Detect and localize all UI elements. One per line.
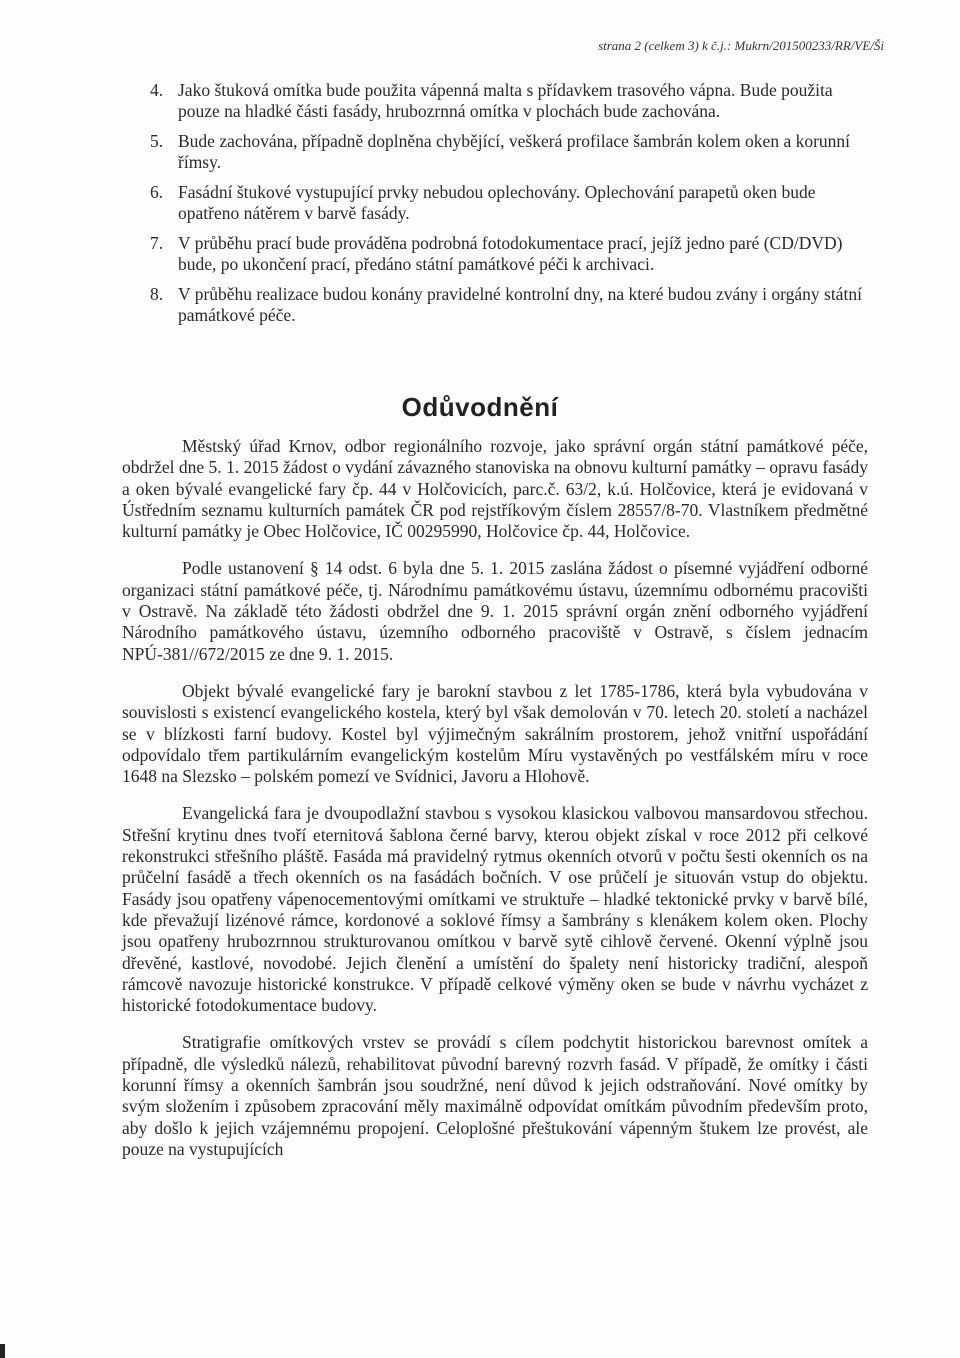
condition-text: Bude zachována, případně doplněna chybějící, veškerá profilace šambrán kolem oken a korunní římsy. [178, 131, 851, 172]
conditions-list [150, 80, 866, 335]
body-paragraph: Evangelická fara je dvoupodlažní stavbou s vysokou klasickou valbovou mansardovou střechou. Střešní krytinu dnes tvoří eternitová šablona černé barvy, kterou objekt získal v roce 2012 při celkové rekonstrukci střešního pláště. Fasáda má pravidelný rytmus okenních otvorů v počtu šesti okenních os na průčelní fasádě a třech okenních os na fasádách bočních. V ose průčelí je situován vstup do objektu. Fasády jsou opatřeny vápenocementovými omítkami ve struktuře – hladké tektonické prvky v barvě bílé, kde převažují lizénové rámce, kordonové a soklové římsy a šambrány s klenákem kolem oken. Plochy jsou opatřeny hrubozrnnou strukturovanou omítkou v barvě sytě cihlově červené. Okenní výplně jsou dřevěné, kastlové, novodobé. Jejich členění a umístění do špalety není historicky tradiční, alespoň rámcově navozuje historické konstrukce. V případě celkové výměny oken se bude v návrhu vycházet z historické fotodokumentace budovy. [122, 803, 868, 1016]
scan-edge-mark [0, 1344, 5, 1358]
body-paragraph: Městský úřad Krnov, odbor regionálního rozvoje, jako správní orgán státní památkové péče, obdržel dne 5. 1. 2015 žádost o vydání závazného stanoviska na obnovu kulturní památky – opravu fasády a oken bývalé evangelické fary čp. 44 v Holčovicích, parc.č. 63/2, k.ú. Holčovice, která je evidovaná v Ústředním seznamu kulturních památek ČR pod rejstříkovým číslem 28557/8-70. Vlastníkem předmětné kulturní památky je Obec Holčovice, IČ 00295990, Holčovice čp. 44, Holčovice. [122, 436, 868, 542]
condition-number: 5. [150, 131, 164, 151]
condition-number: 6. [150, 182, 164, 202]
body-paragraph: Podle ustanovení § 14 odst. 6 byla dne 5. 1. 2015 zaslána žádost o písemné vyjádření odborné organizaci státní památkové péče, tj. Národnímu památkovému ústavu, územnímu odbornému pracovišti v Ostravě. Na základě této žádosti obdržel dne 9. 1. 2015 správní orgán znění odborného vyjádření Národního památkového ústavu, územního odborného pracoviště v Ostravě, s číslem jednacím NPÚ-381//672/2015 ze dne 9. 1. 2015. [122, 558, 868, 664]
body-paragraph: Objekt bývalé evangelické fary je barokní stavbou z let 1785-1786, která byla vybudována v souvislosti s existencí evangelického kostela, který byl však demolován v 70. letech 20. století a nacházel se v blízkosti farní budovy. Kostel byl výjimečným sakrálním prostorem, jehož vnitřní uspořádání odpovídalo třem partikulárním evangelickým kostelům Míru vystavěných po vestfálském míru v roce 1648 na Slezsko – polském pomezí ve Svídnici, Javoru a Hlohově. [122, 680, 868, 787]
section-title: Odůvodnění [401, 392, 559, 422]
condition-item [150, 182, 866, 224]
page-header: strana 2 (celkem 3) k č.j.: Mukrn/201500233/RR/VE/Ši [598, 38, 884, 53]
condition-text: V průběhu prací bude prováděna podrobná fotodokumentace prací, jejíž jedno paré (CD/DVD) bude, po ukončení prací, předáno státní památkové péči k archivaci. [178, 233, 843, 274]
reasoning-body [122, 436, 868, 1176]
condition-number: 4. [150, 80, 164, 100]
condition-text: V průběhu realizace budou konány pravidelné kontrolní dny, na které budou zvány i orgány státní památkové péče. [178, 284, 862, 325]
condition-item [150, 284, 866, 326]
condition-item [150, 233, 866, 275]
condition-item [150, 131, 866, 173]
condition-number: 8. [150, 284, 164, 304]
condition-text: Jako štuková omítka bude použita vápenná malta s přídavkem trasového vápna. Bude použita pouze na hladké části fasády, hrubozrnná omítka v plochách bude zachována. [178, 80, 833, 121]
condition-number: 7. [150, 233, 164, 253]
body-paragraph: Stratigrafie omítkových vrstev se provádí s cílem podchytit historickou barevnost omítek a případně, dle výsledků nálezů, rehabilitovat původní barevný rozvrh fasád. V případě, že omítky i části korunní římsy a okenních šambrán jsou soudržné, není důvod k jejich odstraňování. Nové omítky by svým složením i způsobem zpracování měly maximálně odpovídat omítkám původním především proto, aby došlo k jejich vzájemnému propojení. Celoplošné přeštukování vápenným štukem lze provést, ale pouze na vystupujících [122, 1032, 868, 1159]
condition-text: Fasádní štukové vystupující prvky nebudou oplechovány. Oplechování parapetů oken bude opatřeno nátěrem v barvě fasády. [178, 182, 816, 223]
condition-item [150, 80, 866, 122]
